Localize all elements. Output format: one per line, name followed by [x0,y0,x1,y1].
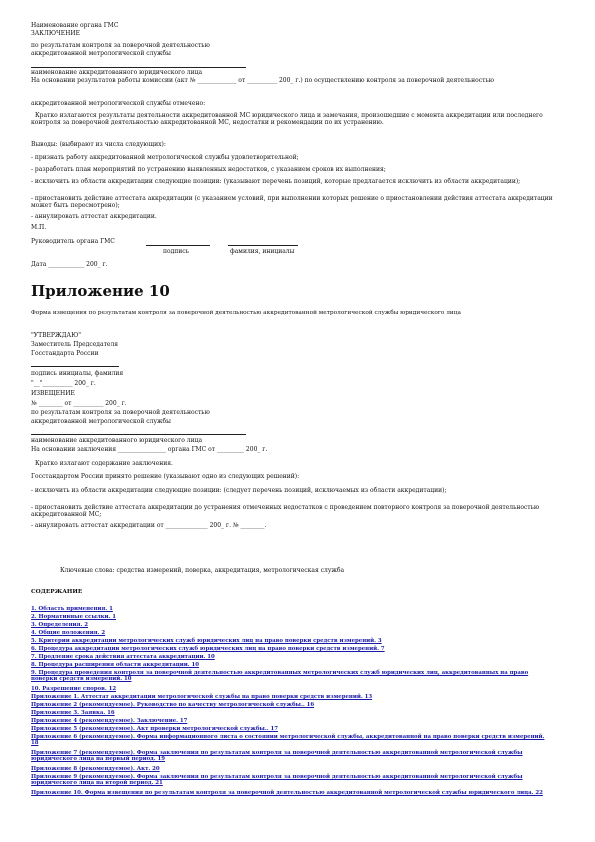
blank-underline [31,67,246,68]
toc-link[interactable]: 10. Разрешение споров. 12 [31,686,117,692]
toc-link[interactable]: 8. Процедура расширения области аккредитации. 10 [31,662,200,668]
notice-heading: ИЗВЕЩЕНИЕ [31,390,75,397]
summary-paragraph: Кратко излагаются результаты деятельности аккредитованной МС юридического лица и замечания, произошедшие с момента аккредитации или последнего контроля за поверочной деятельностью аккредитованной МС, недостатки и рекомендации по их устранению. [31,112,543,126]
toc-link[interactable]: 7. Продление срока действия аттестата аккредитации. 10 [31,654,215,660]
notice-number: № ________ от __________ 200_ г. [31,400,127,407]
decision-bullet: - приостановить действие аттестата аккредитации до устранения отмеченных недостатков с проведением повторного контроля за поверочной деятельностью аккредитованной МС; [31,504,540,518]
by-results-line: по результатам контроля за поверочной деятельностью [31,42,210,49]
signature-line [146,245,210,246]
toc-link[interactable]: 6. Процедура аккредитации метрологических служб юридических лиц на право поверки средств измерений. 7 [31,646,385,652]
approval-date: "__"__________ 200_ г. [31,380,96,387]
conclusion-bullet: - разработать план мероприятий по устранению выявленных недостатков, с указанием сроков их выполнения; [31,166,386,173]
toc-link[interactable]: Приложение 5 (рекомендуемое). Акт проверки метрологической службы.. 17 [31,726,278,732]
service-line: аккредитованной метрологической службы [31,418,171,425]
gosstandart-label: Госстандарта России [31,350,99,357]
org-name: Наименование органа ГМС [31,22,119,29]
legal-entity-caption: наименование аккредитованного юридического лица [31,69,203,76]
by-results-line: по результатам контроля за поверочной деятельностью [31,409,210,416]
conclusions-label: Выводы: (выбирают из числа следующих): [31,141,166,148]
toc-link[interactable]: 1. Область применения. 1 [31,606,113,612]
toc-link[interactable]: Приложение 9 (рекомендуемое). Форма заключения по результатам контроля за поверочной деятельностью аккредитованной метрологической службы юридического лица на второй период. 21 [31,774,523,786]
toc-link[interactable]: Приложение 3. Заявка. 16 [31,710,115,716]
toc-link[interactable]: Приложение 8 (рекомендуемое). Акт. 20 [31,766,160,772]
initials-line [228,245,298,246]
decision-bullet: - аннулировать аттестат аккредитации от ______________ 200_ г. № ________. [31,522,267,529]
appendix-subtitle: Форма извещения по результатам контроля за поверочной деятельностью аккредитованной метрологической службы юридического лица [31,310,461,316]
toc-link[interactable]: Приложение 6 (рекомендуемое). Форма информационного листа о состоянии метрологической службы, аккредитованной на право поверки средств измерений. 18 [31,734,545,746]
summary-line: Кратко излагают содержание заключения. [35,460,173,467]
date-line: Дата ____________ 200_ г. [31,261,108,268]
decision-line: Госстандартом России принято решение (указывают одно из следующих решений): [31,473,300,480]
approve-label: "УТВЕРЖДАЮ" [31,332,82,339]
toc-link[interactable]: 9. Процедура проведения контроля за поверочной деятельностью аккредитованных метрологических служб юридических лиц, аккредитованных на право поверки средств измерений. 10 [31,670,529,682]
toc-link[interactable]: Приложение 4 (рекомендуемое). Заключение. 17 [31,718,188,724]
conclusion-bullet: - признать работу аккредитованной метрологической службы удовлетворительной; [31,154,299,161]
toc-link[interactable]: Приложение 10. Форма извещения по результатам контроля за поверочной деятельностью аккредитованной метрологической службы юридического лица. 22 [31,790,543,796]
toc-link[interactable]: 2. Нормативные ссылки. 1 [31,614,117,620]
conclusion-heading: ЗАКЛЮЧЕНИЕ [31,30,80,37]
blank-underline [31,434,246,435]
stamp-mark: М.П. [31,224,47,231]
head-signature-label: Руководитель органа ГМС [31,238,115,245]
appendix-title: Приложение 10 [31,282,170,300]
toc-link[interactable]: 3. Определения. 2 [31,622,89,628]
toc-heading: СОДЕРЖАНИЕ [31,589,83,595]
toc-link[interactable]: Приложение 1. Аттестат аккредитации метрологической службы на право поверки средств измерений. 13 [31,694,373,700]
basis-continued: аккредитованной метрологической службы отмечено: [31,100,206,107]
signature-line [31,366,119,367]
keywords-line: Ключевые слова: средства измерений, поверка, аккредитация, метрологическая служба [60,567,345,574]
toc-link[interactable]: Приложение 2 (рекомендуемое). Руководство по качеству метрологической службы.. 16 [31,702,315,708]
service-line: аккредитованной метрологической службы [31,50,171,57]
decision-bullet: - исключить из области аккредитации следующие позиции: (следует перечень позиций, исключаемых из области аккредитации); [31,487,447,494]
basis-paragraph: На основании результатов работы комиссии (акт № _____________ от __________ 200_ г.) по осуществлению контроля за поверочной деятельностью [31,77,494,84]
legal-entity-caption: наименование аккредитованного юридического лица [31,437,203,444]
initials-caption: фамилия, инициалы [230,248,295,255]
conclusion-bullet: - аннулировать аттестат аккредитации. [31,213,157,220]
toc-link[interactable]: 5. Критерии аккредитации метрологических служб юридических лиц на право поверки средств измерений. 3 [31,638,382,644]
signature-caption: подпись [163,248,189,255]
toc-link[interactable]: 4. Общие положения. 2 [31,630,106,636]
deputy-label: Заместитель Председателя [31,341,119,348]
toc-link[interactable]: Приложение 7 (рекомендуемое). Форма заключения по результатам контроля за поверочной деятельностью аккредитованной метрологической службы юридического лица на первый период. 19 [31,750,523,762]
conclusion-bullet: - исключить из области аккредитации следующие позиции: (указывают перечень позиций, которые предлагается исключить из области аккредитации); [31,178,521,185]
conclusion-bullet: - приостановить действие аттестата аккредитации (с указанием условий, при выполнении которых решение о приостановлении действия аттестата аккредитации может быть пересмотрено); [31,195,553,209]
basis-line: На основании заключения ________________ органа ГМС от _________ 200_ г. [31,446,268,453]
signature-caption: подпись инициалы, фамилия [31,370,124,377]
